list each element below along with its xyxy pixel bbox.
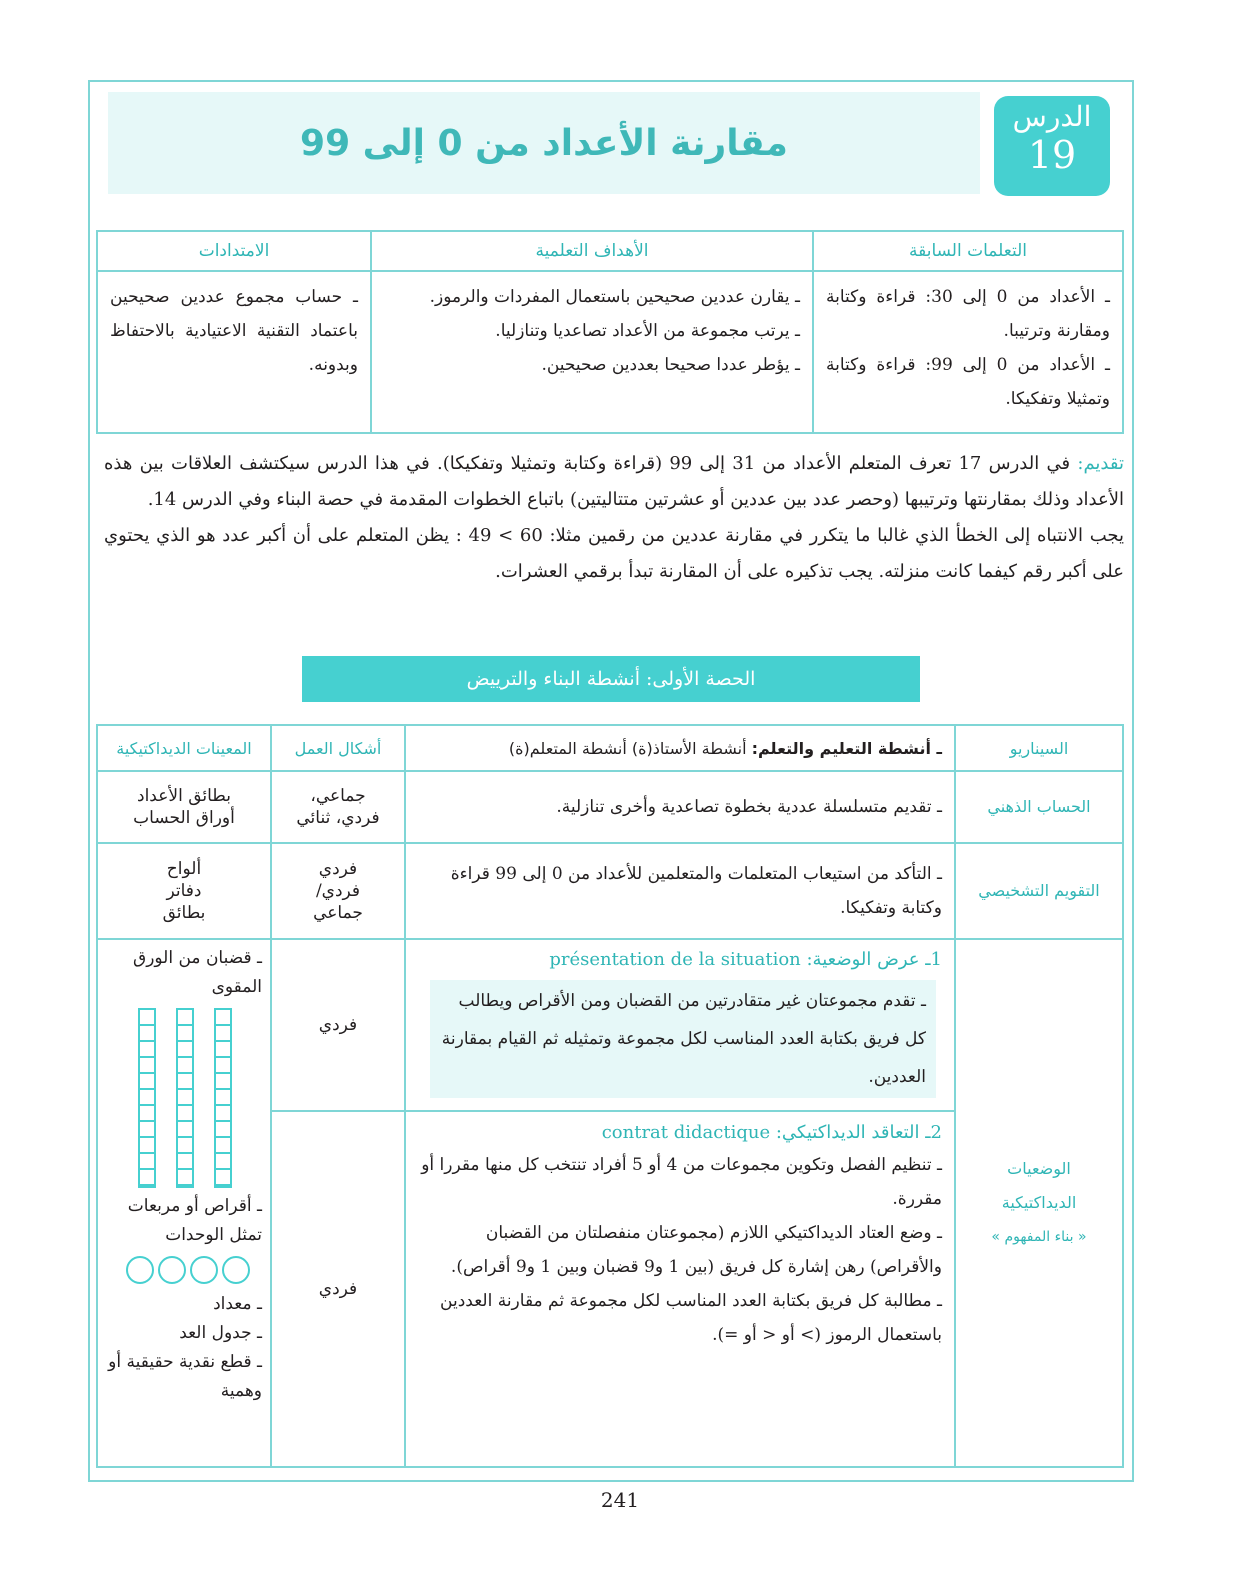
- didactic-resources: [97, 939, 271, 1467]
- header-resources: المعينات الديداكتيكية: [97, 725, 271, 771]
- activities-table: [96, 724, 1124, 1468]
- diagnostic-resources: [97, 843, 271, 939]
- resource: ـ قطع نقدية حقيقية أو وهمية: [108, 1352, 262, 1401]
- objectives-table: [96, 230, 1124, 434]
- situation-cell: [405, 939, 955, 1111]
- resource: دفاتر: [166, 881, 202, 901]
- lesson-badge: [994, 96, 1110, 196]
- header-goals: الأهداف التعلمية: [371, 231, 813, 271]
- row-didactic-label: [955, 939, 1123, 1467]
- header-activities-rest: أنشطة الأستاذ(ة) أنشطة المتعلم(ة): [508, 738, 752, 758]
- header-work-forms: أشكال العمل: [271, 725, 405, 771]
- intro-warning: يجب الانتباه إلى الخطأ الذي غالبا ما يتكرر في مقارنة عددين من رقمين مثلا: 60 > 49 : يظن المتعلم على أن أكبر عدد هو الذي يحتوي على أكبر رقم كيفما كانت منزلته. يجب تذكيره على أن المقارنة تبدأ برقمي العشرات.: [104, 525, 1124, 582]
- row-diagnostic-label: التقويم التشخيصي: [955, 843, 1123, 939]
- didactic-label-line: الوضعيات: [1007, 1159, 1071, 1178]
- resource: ـ جدول العد: [179, 1323, 262, 1343]
- situation-title: 1ـ عرض الوضعية: présentation de la situation: [549, 949, 942, 970]
- extensions-cell: [97, 271, 371, 433]
- goal-item: ـ يرتب مجموعة من الأعداد تصاعديا وتنازليا.: [495, 321, 800, 341]
- contract-item: ـ تنظيم الفصل وتكوين مجموعات من 4 أو 5 أفراد تنتخب كل منها مقررا أو مقررة.: [421, 1155, 942, 1209]
- intro-text: في الدرس 17 تعرف المتعلم الأعداد من 31 إلى 99 (قراءة وكتابة وتمثيلا وتفكيكا). في هذا الدرس سيكتشف العلاقات بين هذه الأعداد وذلك بمقارنتها وترتيبها (وحصر عدد بين عددين أو عشرتين متتاليتين) باتباع الخطوات المقدمة في حصة البناء وفي الدرس 14.: [104, 453, 1124, 510]
- intro-label: تقديم:: [1077, 453, 1124, 474]
- header-activities: [405, 725, 955, 771]
- extension-item: ـ حساب مجموع عددين صحيحين باعتماد التقنية الاعتيادية بالاحتفاظ وبدونه.: [110, 287, 358, 375]
- goal-item: ـ يؤطر عددا صحيحا بعددين صحيحين.: [541, 355, 800, 375]
- prior-item: ـ الأعداد من 0 إلى 30: قراءة وكتابة ومقارنة وترتيبا.: [826, 287, 1110, 341]
- work-form: فردي: [318, 859, 358, 879]
- resource: ـ أقراص أو مربعات تمثل الوحدات: [127, 1196, 262, 1245]
- lesson-number: 19: [1027, 133, 1077, 177]
- header-activities-bold: ـ أنشطة التعليم والتعلم:: [751, 738, 942, 758]
- resource: ـ قضبان من الورق المقوى: [133, 948, 262, 997]
- work-form: جماعي،: [310, 786, 366, 806]
- work-form: فردي/: [315, 881, 361, 901]
- resource: أوراق الحساب: [133, 808, 235, 828]
- introduction: [104, 446, 1124, 590]
- situation-work: فردي: [271, 939, 405, 1111]
- didactic-label-line: الديداكتيكية: [1001, 1193, 1077, 1212]
- lesson-label: الدرس: [1012, 100, 1092, 133]
- situation-box: ـ تقدم مجموعتان غير متقادرتين من القضبان ومن الأقراص ويطالب كل فريق بكتابة العدد المناسب لكل مجموعة وتمثيله ثم القيام بمقارنة العددين.: [430, 980, 936, 1098]
- disc-icon: [222, 1256, 250, 1284]
- prior-item: ـ الأعداد من 0 إلى 99: قراءة وكتابة وتمثيلا وتفكيكا.: [826, 355, 1110, 409]
- disc-icon: [158, 1256, 186, 1284]
- resource: ـ معداد: [213, 1294, 262, 1314]
- work-form: فردي، ثنائي: [296, 808, 380, 828]
- resource: بطائق الأعداد: [137, 786, 231, 806]
- rods-illustration: [106, 1002, 262, 1192]
- contract-cell: [405, 1111, 955, 1467]
- lesson-title: مقارنة الأعداد من 0 إلى 99: [300, 122, 788, 164]
- header-scenario: السيناريو: [955, 725, 1123, 771]
- rod-icon: [138, 1008, 156, 1188]
- mental-math-resources: [97, 771, 271, 843]
- session-title: الحصة الأولى: أنشطة البناء والترييض: [302, 656, 920, 702]
- header-prior: التعلمات السابقة: [813, 231, 1123, 271]
- contract-item: ـ وضع العتاد الديداكتيكي اللازم (مجموعتان منفصلتان من القضبان والأقراص) رهن إشارة كل فريق (بين 1 و9 قضبان وبين 1 و9 أقراص).: [450, 1223, 942, 1277]
- resource: ألواح: [166, 859, 202, 879]
- prior-cell: [813, 271, 1123, 433]
- rod-icon: [214, 1008, 232, 1188]
- diagnostic-work: [271, 843, 405, 939]
- work-form: جماعي: [313, 903, 363, 923]
- mental-math-work: [271, 771, 405, 843]
- disc-icon: [126, 1256, 154, 1284]
- didactic-label-line: « بناء المفهوم »: [991, 1229, 1087, 1245]
- goals-cell: [371, 271, 813, 433]
- contract-work: فردي: [271, 1111, 405, 1467]
- discs-illustration: [106, 1250, 262, 1290]
- contract-title: 2ـ التعاقد الديداكتيكي: contrat didactique: [601, 1122, 942, 1143]
- resource: بطائق: [162, 903, 206, 923]
- contract-item: ـ مطالبة كل فريق بكتابة العدد المناسب لكل مجموعة ثم مقارنة العددين باستعمال الرموز (> أو < أو =).: [440, 1291, 942, 1345]
- page-number: 241: [600, 1488, 640, 1512]
- header-extensions: الامتدادات: [97, 231, 371, 271]
- row-mental-math-label: الحساب الذهني: [955, 771, 1123, 843]
- diagnostic-activity: ـ التأكد من استيعاب المتعلمات والمتعلمين للأعداد من 0 إلى 99 قراءة وكتابة وتفكيكا.: [405, 843, 955, 939]
- disc-icon: [190, 1256, 218, 1284]
- goal-item: ـ يقارن عددين صحيحين باستعمال المفردات والرموز.: [429, 287, 800, 307]
- mental-math-activity: ـ تقديم متسلسلة عددية بخطوة تصاعدية وأخرى تنازلية.: [405, 771, 955, 843]
- rod-icon: [176, 1008, 194, 1188]
